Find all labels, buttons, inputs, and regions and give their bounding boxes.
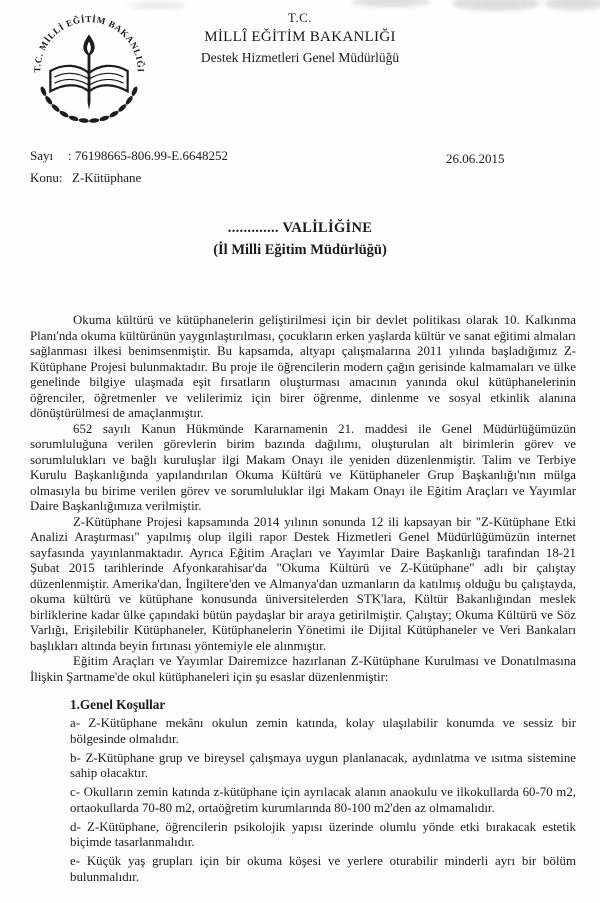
list-item-c: c- Okulların zemin katında z-kütüphane için ayrılacak alanın anaokulu ve ilkokullarda 60-70 m2, ortaokullarda 70-80 m2, ortaöğretim kurumlarında 80-100 m2'den az olmamalıdır. [70,785,576,815]
list-item-e: e- Küçük yaş grupları için bir okuma köşesi ve yerlere oturabilir minderli ayrı bir bölüm bulunmalıdır. [70,854,576,884]
body-paragraph-4: Eğitim Araçları ve Yayımlar Dairemizce hazırlanan Z-Kütüphane Kurulması ve Donatılmasına İlişkin Şartname'de okul kütüphaneleri için şu esaslar düzenlenmiştir: [30,654,576,684]
list-item-a: a- Z-Kütüphane mekânı okulun zemin katında, kolay ulaşılabilir konumda ve sessiz bir bölgesinde olmalıdır. [70,716,576,746]
body-paragraph-3: Z-Kütüphane Projesi kapsamında 2014 yılının sonunda 12 ili kapsayan bir "Z-Kütüphane Etki Analizi Araştırması" yapılmış olup ilgili rapor Destek Hizmetleri Genel Müdürlüğümüzün internet sayfasında yayınlanmaktadır. Ayrıca Eğitim Araçları ve Yayımlar Daire Başkanlığı tarafından 18-21 Şubat 2015 tarihlerinde Afyonkarahisar'da "Okuma Kültürü ve Z-Kütüphane" adlı bir çalıştay düzenlenmiştir. Amerika'dan, İngiltere'den ve Almanya'dan uzmanların da katılmış olduğu bu çalıştayda, okuma kültürü ve kütüphane konusunda üniversitelerden STK'lara, Kültür Bakanlığından meslek birliklerine kadar ülke çapındaki bütün paydaşlar bir araya getirilmiştir. Çalıştay; Okuma Kültürü ve Söz Varlığı, Erişilebilir Kütüphaneler, Kütüphanelerin Yönetimi ile Dijital Kütüphaneler ve Veri Bankaları başlıkları altında beyin fırtınası yöntemiyle ele alınmıştır. [30,514,576,653]
letterhead-ministry: MİLLÎ EĞİTİM BAKANLIĞI [204,29,396,45]
body-paragraph-1: Okuma kültürü ve kütüphanelerin geliştirilmesi için bir devlet politikası olarak 10. Kalkınma Planı'nda okuma kültürünün yaygınlaştırılması, çocukların erken yaşlarda kültür ve sanat eğitimi almaları sağlanması ilkesi benimsenmiştir. Bu kapsamda, altyapı çalışmalarına 2011 yılında başladığımız Z-Kütüphane Projesi bulunmaktadır. Bu proje ile öğrencilerin modern çağın gerisinde kalmamaları ve ülke genelinde bilgiye ulaşmada eşit fırsatların oluşturması amacının yanında okul kütüphanelerinin öğrenciler, öğretmenler ve velilerimiz için birer öğrenme, dinlenme ve sosyal etkinlik alanına dönüştürülmesi de amaçlanmıştır. [30,313,576,420]
body-paragraph-2: 652 sayılı Kanun Hükmünde Kararnamenin 21. maddesi ile Genel Müdürlüğümüzün sorumluluğuna verilen görevlerin birim bazında dağılımı, oluşturulan alt birimlerin görev ve sorumlulukları ve bağlı kuruluşlar ilgi Makam Onayı ile yeniden düzenlenmiştir. Talim ve Terbiye Kurulu Başkanlığında yapılandırılan Okuma Kültürü ve Kütüphaneler Grup Başkanlığı'nın mülga olmasıyla bu birime verilen görev ve sorumluluklar ilgi Makam Onayı ile Eğitim Araçları ve Yayımlar Daire Başkanlığımıza verilmiştir. [30,421,576,513]
sayi-value: : 76198665-806.99-E.6648252 [68,148,228,163]
letter-body [30,313,576,885]
scan-smudge [352,0,430,7]
recipient-line1: ............. VALİLİĞİNE [227,220,373,236]
scan-smudge [128,2,186,9]
recipient-block [0,220,600,259]
sayi-label: Sayı [30,148,54,163]
konu-row [30,170,228,192]
emblem-arc-text: T.C. MİLLİ EĞİTİM BAKANLIĞI [32,14,146,73]
recipient-line2: (İl Milli Eğitim Müdürlüğü) [213,242,387,258]
letterhead [0,10,600,66]
list-item-d: d- Z-Kütüphane, öğrencilerin psikolojik yapısı üzerinde olumlu yönde etki bırakacak estetik biçimde tasarlanmalıdır. [70,819,576,849]
list-item-b: b- Z-Kütüphane grup ve bireysel çalışmaya uygun planlanacak, aydınlatma ve ısıtma sistemine sahip olacaktır. [70,750,576,780]
document-date: 26.06.2015 [446,151,505,166]
section-title-genel-kosullar: 1.Genel Koşullar [70,697,166,712]
letterhead-department: Destek Hizmetleri Genel Müdürlüğü [200,50,400,65]
konu-value: Z-Kütüphane [72,170,142,185]
document-meta [30,148,228,192]
scan-smudge [544,0,600,10]
letterhead-tc: T.C. [287,10,313,25]
konu-label: Konu: [30,170,63,185]
sayi-row [30,148,228,170]
